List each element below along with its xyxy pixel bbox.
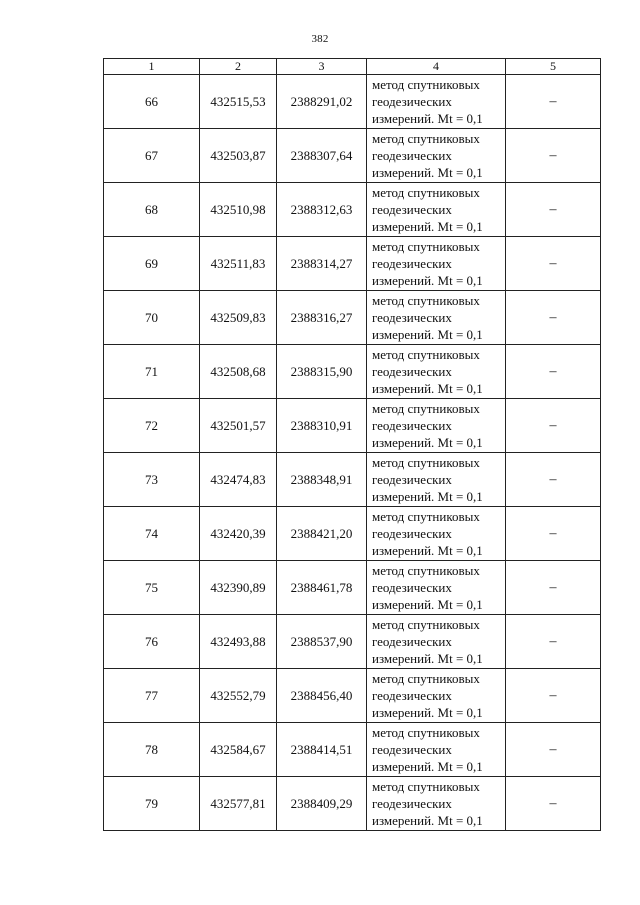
- method-cell: [367, 183, 506, 237]
- method-cell: [367, 723, 506, 777]
- y-coordinate-cell: 2388348,91: [277, 453, 367, 507]
- table-row: [104, 75, 601, 129]
- table-row: [104, 723, 601, 777]
- note-cell: –: [506, 615, 601, 669]
- method-cell: [367, 507, 506, 561]
- method-cell: [367, 237, 506, 291]
- y-coordinate-cell: 2388537,90: [277, 615, 367, 669]
- method-cell: [367, 345, 506, 399]
- note-cell: –: [506, 129, 601, 183]
- method-text-line: геодезических: [372, 364, 452, 379]
- method-text-line: измерений. Mt = 0,1: [372, 327, 483, 342]
- point-number-cell: 68: [104, 183, 200, 237]
- y-coordinate-cell: 2388461,78: [277, 561, 367, 615]
- x-coordinate-cell: 432515,53: [200, 75, 277, 129]
- note-cell: –: [506, 561, 601, 615]
- x-coordinate-cell: 432503,87: [200, 129, 277, 183]
- table-body: [104, 75, 601, 831]
- method-text-line: метод спутниковых: [372, 401, 480, 416]
- method-text-line: геодезических: [372, 94, 452, 109]
- y-coordinate-cell: 2388315,90: [277, 345, 367, 399]
- method-text-line: измерений. Mt = 0,1: [372, 759, 483, 774]
- method-cell: [367, 399, 506, 453]
- x-coordinate-cell: 432474,83: [200, 453, 277, 507]
- method-text-line: измерений. Mt = 0,1: [372, 165, 483, 180]
- note-cell: –: [506, 399, 601, 453]
- point-number-cell: 78: [104, 723, 200, 777]
- table-row: [104, 669, 601, 723]
- method-text-line: геодезических: [372, 472, 452, 487]
- column-header-1: 1: [104, 59, 200, 75]
- note-cell: –: [506, 453, 601, 507]
- y-coordinate-cell: 2388456,40: [277, 669, 367, 723]
- method-text-line: измерений. Mt = 0,1: [372, 111, 483, 126]
- table-row: [104, 615, 601, 669]
- x-coordinate-cell: 432510,98: [200, 183, 277, 237]
- method-text-line: измерений. Mt = 0,1: [372, 813, 483, 828]
- x-coordinate-cell: 432511,83: [200, 237, 277, 291]
- method-text-line: геодезических: [372, 526, 452, 541]
- x-coordinate-cell: 432493,88: [200, 615, 277, 669]
- table-row: [104, 183, 601, 237]
- y-coordinate-cell: 2388291,02: [277, 75, 367, 129]
- y-coordinate-cell: 2388414,51: [277, 723, 367, 777]
- table-row: [104, 345, 601, 399]
- method-text-line: геодезических: [372, 688, 452, 703]
- method-text-line: измерений. Mt = 0,1: [372, 435, 483, 450]
- table-row: [104, 291, 601, 345]
- table-header-row: [104, 59, 601, 75]
- x-coordinate-cell: 432501,57: [200, 399, 277, 453]
- table-row: [104, 399, 601, 453]
- method-cell: [367, 669, 506, 723]
- note-cell: –: [506, 507, 601, 561]
- method-text-line: метод спутниковых: [372, 347, 480, 362]
- method-text-line: измерений. Mt = 0,1: [372, 597, 483, 612]
- note-cell: –: [506, 777, 601, 831]
- column-header-2: 2: [200, 59, 277, 75]
- x-coordinate-cell: 432577,81: [200, 777, 277, 831]
- method-text-line: геодезических: [372, 256, 452, 271]
- table-row: [104, 129, 601, 183]
- point-number-cell: 76: [104, 615, 200, 669]
- column-header-4: 4: [367, 59, 506, 75]
- y-coordinate-cell: 2388409,29: [277, 777, 367, 831]
- method-cell: [367, 291, 506, 345]
- point-number-cell: 73: [104, 453, 200, 507]
- method-text-line: метод спутниковых: [372, 293, 480, 308]
- coordinates-table: [103, 58, 601, 831]
- method-text-line: измерений. Mt = 0,1: [372, 381, 483, 396]
- note-cell: –: [506, 669, 601, 723]
- note-cell: –: [506, 75, 601, 129]
- point-number-cell: 66: [104, 75, 200, 129]
- point-number-cell: 71: [104, 345, 200, 399]
- method-cell: [367, 561, 506, 615]
- method-text-line: измерений. Mt = 0,1: [372, 705, 483, 720]
- table-row: [104, 453, 601, 507]
- point-number-cell: 69: [104, 237, 200, 291]
- note-cell: –: [506, 345, 601, 399]
- y-coordinate-cell: 2388310,91: [277, 399, 367, 453]
- point-number-cell: 70: [104, 291, 200, 345]
- x-coordinate-cell: 432508,68: [200, 345, 277, 399]
- method-text-line: геодезических: [372, 634, 452, 649]
- method-text-line: метод спутниковых: [372, 779, 480, 794]
- x-coordinate-cell: 432552,79: [200, 669, 277, 723]
- point-number-cell: 77: [104, 669, 200, 723]
- method-text-line: геодезических: [372, 418, 452, 433]
- y-coordinate-cell: 2388316,27: [277, 291, 367, 345]
- y-coordinate-cell: 2388314,27: [277, 237, 367, 291]
- method-text-line: измерений. Mt = 0,1: [372, 543, 483, 558]
- table-row: [104, 507, 601, 561]
- method-text-line: геодезических: [372, 310, 452, 325]
- x-coordinate-cell: 432509,83: [200, 291, 277, 345]
- method-text-line: метод спутниковых: [372, 671, 480, 686]
- x-coordinate-cell: 432390,89: [200, 561, 277, 615]
- table-row: [104, 561, 601, 615]
- method-cell: [367, 615, 506, 669]
- method-text-line: геодезических: [372, 796, 452, 811]
- method-text-line: метод спутниковых: [372, 131, 480, 146]
- y-coordinate-cell: 2388421,20: [277, 507, 367, 561]
- point-number-cell: 74: [104, 507, 200, 561]
- table-row: [104, 237, 601, 291]
- x-coordinate-cell: 432584,67: [200, 723, 277, 777]
- page-number: 382: [311, 33, 329, 45]
- y-coordinate-cell: 2388312,63: [277, 183, 367, 237]
- method-text-line: геодезических: [372, 202, 452, 217]
- method-text-line: геодезических: [372, 148, 452, 163]
- y-coordinate-cell: 2388307,64: [277, 129, 367, 183]
- note-cell: –: [506, 183, 601, 237]
- method-text-line: метод спутниковых: [372, 455, 480, 470]
- note-cell: –: [506, 291, 601, 345]
- method-cell: [367, 129, 506, 183]
- method-text-line: метод спутниковых: [372, 239, 480, 254]
- point-number-cell: 79: [104, 777, 200, 831]
- point-number-cell: 75: [104, 561, 200, 615]
- method-text-line: метод спутниковых: [372, 617, 480, 632]
- method-cell: [367, 453, 506, 507]
- note-cell: –: [506, 723, 601, 777]
- column-header-3: 3: [277, 59, 367, 75]
- method-text-line: измерений. Mt = 0,1: [372, 219, 483, 234]
- column-header-5: 5: [506, 59, 601, 75]
- method-text-line: измерений. Mt = 0,1: [372, 273, 483, 288]
- method-text-line: геодезических: [372, 580, 452, 595]
- note-cell: –: [506, 237, 601, 291]
- method-text-line: метод спутниковых: [372, 725, 480, 740]
- method-text-line: геодезических: [372, 742, 452, 757]
- method-text-line: метод спутниковых: [372, 185, 480, 200]
- point-number-cell: 72: [104, 399, 200, 453]
- method-cell: [367, 777, 506, 831]
- x-coordinate-cell: 432420,39: [200, 507, 277, 561]
- method-text-line: измерений. Mt = 0,1: [372, 489, 483, 504]
- table-row: [104, 777, 601, 831]
- method-text-line: метод спутниковых: [372, 563, 480, 578]
- method-text-line: измерений. Mt = 0,1: [372, 651, 483, 666]
- point-number-cell: 67: [104, 129, 200, 183]
- method-text-line: метод спутниковых: [372, 509, 480, 524]
- method-text-line: метод спутниковых: [372, 77, 480, 92]
- method-cell: [367, 75, 506, 129]
